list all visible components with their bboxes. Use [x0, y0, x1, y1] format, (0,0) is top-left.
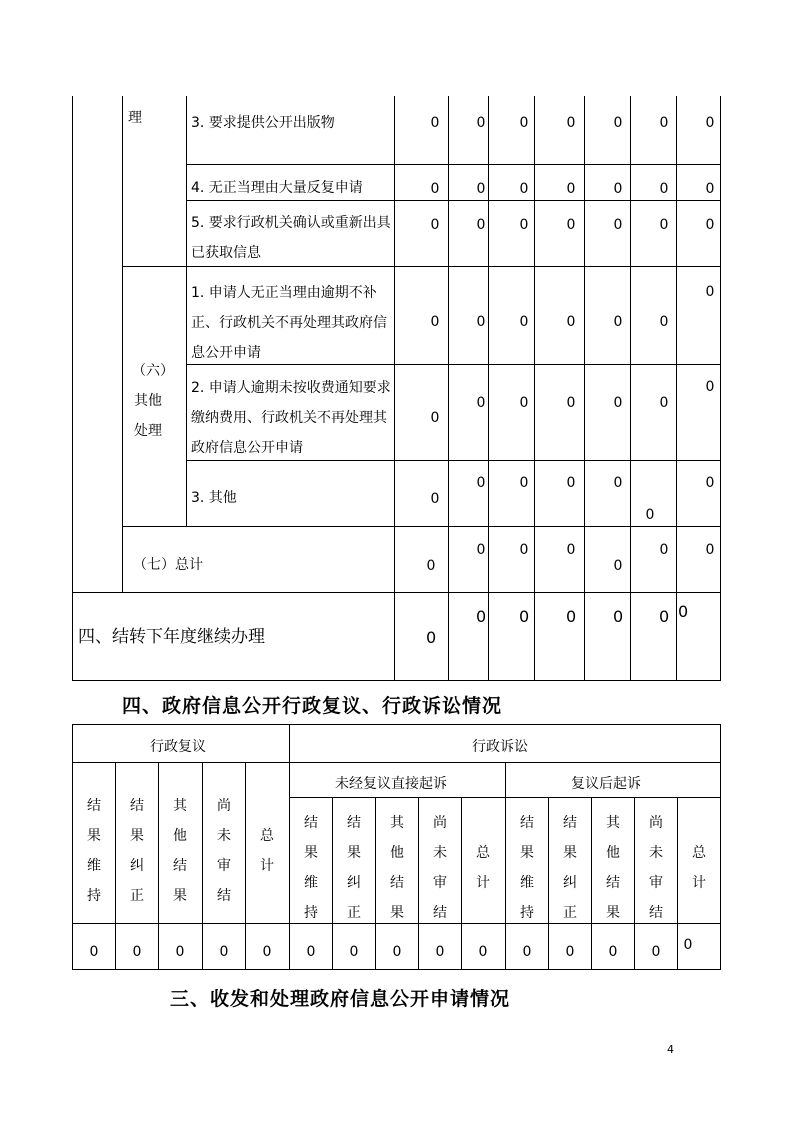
- cell-value: 0: [132, 944, 142, 960]
- cell-value: 0: [89, 944, 99, 960]
- cell-value: 0: [175, 944, 185, 960]
- total-value: 0: [566, 542, 576, 558]
- cell-value: 0: [219, 944, 229, 960]
- cell-value: 0: [476, 115, 486, 131]
- cell-value: 0: [476, 395, 486, 411]
- cell-value: 0: [566, 181, 576, 197]
- row-label: 3. 其他: [191, 490, 237, 506]
- cell-value: 0: [435, 944, 445, 960]
- cell-value: 0: [705, 475, 715, 491]
- carry-over-value: 0: [613, 607, 624, 626]
- carry-over-value: 0: [566, 607, 577, 626]
- cell-value: 0: [608, 944, 618, 960]
- cell-value: 0: [705, 284, 715, 300]
- carry-over-value: 0: [678, 602, 689, 621]
- cell-value: 0: [476, 314, 486, 330]
- col-header: 尚未审结: [649, 815, 663, 921]
- cell-value: 0: [476, 181, 486, 197]
- cell-value: 0: [430, 410, 440, 426]
- cell-value: 0: [349, 944, 359, 960]
- cell-value: 0: [659, 115, 669, 131]
- cell-value: 0: [659, 314, 669, 330]
- cell-value: 0: [430, 314, 440, 330]
- col-header: 总计: [692, 845, 706, 891]
- row-label: 2. 申请人逾期未按收费通知要求缴纳费用、行政机关不再处理其政府信息公开申请: [191, 380, 391, 456]
- cell-value: 0: [478, 944, 488, 960]
- header-direct-suit: 未经复议直接起诉: [335, 776, 447, 792]
- cell-value: 0: [306, 944, 316, 960]
- total-value: 0: [426, 558, 436, 574]
- header-admin-litigation: 行政诉讼: [472, 739, 528, 755]
- cell-value: 0: [705, 379, 715, 395]
- cell-value: 0: [659, 395, 669, 411]
- page-number: 4: [667, 1043, 674, 1056]
- cell-value: 0: [613, 181, 623, 197]
- row-label: 5. 要求行政机关确认或重新出具已获取信息: [191, 215, 391, 261]
- row-label: 3. 要求提供公开出版物: [191, 115, 335, 131]
- cell-value: 0: [519, 395, 529, 411]
- cell-value: 0: [613, 475, 623, 491]
- col-header: 结果维持: [304, 815, 318, 921]
- category-label-other-handling: （六）其他处理: [132, 363, 174, 439]
- cell-value: 0: [430, 491, 440, 507]
- col-header: 其他结果: [606, 815, 620, 921]
- cell-value: 0: [705, 181, 715, 197]
- cell-value: 0: [519, 115, 529, 131]
- total-value: 0: [613, 558, 623, 574]
- row-label: 4. 无正当理由大量反复申请: [191, 180, 363, 196]
- cell-value: 0: [519, 314, 529, 330]
- total-value: 0: [659, 542, 669, 558]
- total-label: （七）总计: [133, 557, 203, 573]
- category-label-li: 理: [128, 110, 142, 126]
- cell-value: 0: [613, 115, 623, 131]
- col-header: 结果维持: [87, 798, 101, 904]
- total-value: 0: [519, 542, 529, 558]
- cell-value: 0: [705, 217, 715, 233]
- cell-value: 0: [566, 395, 576, 411]
- row-label: 1. 申请人无正当理由逾期不补正、行政机关不再处理其政府信息公开申请: [191, 285, 387, 361]
- col-header: 尚未审结: [217, 798, 231, 904]
- cell-value: 0: [566, 475, 576, 491]
- cell-value: 0: [566, 217, 576, 233]
- cell-value: 0: [683, 937, 693, 953]
- carry-over-value: 0: [659, 607, 670, 626]
- cell-value: 0: [476, 217, 486, 233]
- cell-value: 0: [476, 475, 486, 491]
- cell-value: 0: [613, 314, 623, 330]
- cell-value: 0: [613, 217, 623, 233]
- col-header: 其他结果: [390, 815, 404, 921]
- col-header: 尚未审结: [433, 815, 447, 921]
- col-header: 总计: [476, 845, 490, 891]
- cell-value: 0: [659, 181, 669, 197]
- cell-value: 0: [262, 944, 272, 960]
- cell-value: 0: [651, 944, 661, 960]
- col-header: 结果纠正: [130, 798, 144, 904]
- section-title-receive-process: 三、收发和处理政府信息公开申请情况: [170, 988, 511, 1010]
- cell-value: 0: [566, 314, 576, 330]
- cell-value: 0: [705, 115, 715, 131]
- col-header: 结果维持: [520, 815, 534, 921]
- section-title-review-litigation: 四、政府信息公开行政复议、行政诉讼情况: [122, 695, 503, 717]
- cell-value: 0: [613, 395, 623, 411]
- carry-over-label: 四、结转下年度继续办理: [78, 627, 265, 647]
- total-value: 0: [705, 542, 715, 558]
- header-post-review-suit: 复议后起诉: [571, 776, 641, 792]
- header-admin-review: 行政复议: [150, 739, 206, 755]
- cell-value: 0: [566, 115, 576, 131]
- cell-value: 0: [430, 217, 440, 233]
- cell-value: 0: [392, 944, 402, 960]
- col-header: 其他结果: [173, 798, 187, 904]
- cell-value: 0: [522, 944, 532, 960]
- cell-value: 0: [519, 181, 529, 197]
- cell-value: 0: [430, 181, 440, 197]
- col-header: 结果纠正: [563, 815, 577, 921]
- carry-over-value: 0: [426, 628, 437, 647]
- cell-value: 0: [645, 507, 655, 523]
- cell-value: 0: [519, 475, 529, 491]
- total-value: 0: [476, 542, 486, 558]
- col-header: 总计: [260, 828, 274, 874]
- col-header: 结果纠正: [347, 815, 361, 921]
- carry-over-value: 0: [476, 607, 487, 626]
- cell-value: 0: [659, 217, 669, 233]
- cell-value: 0: [565, 944, 575, 960]
- carry-over-value: 0: [519, 607, 530, 626]
- cell-value: 0: [519, 217, 529, 233]
- cell-value: 0: [430, 115, 440, 131]
